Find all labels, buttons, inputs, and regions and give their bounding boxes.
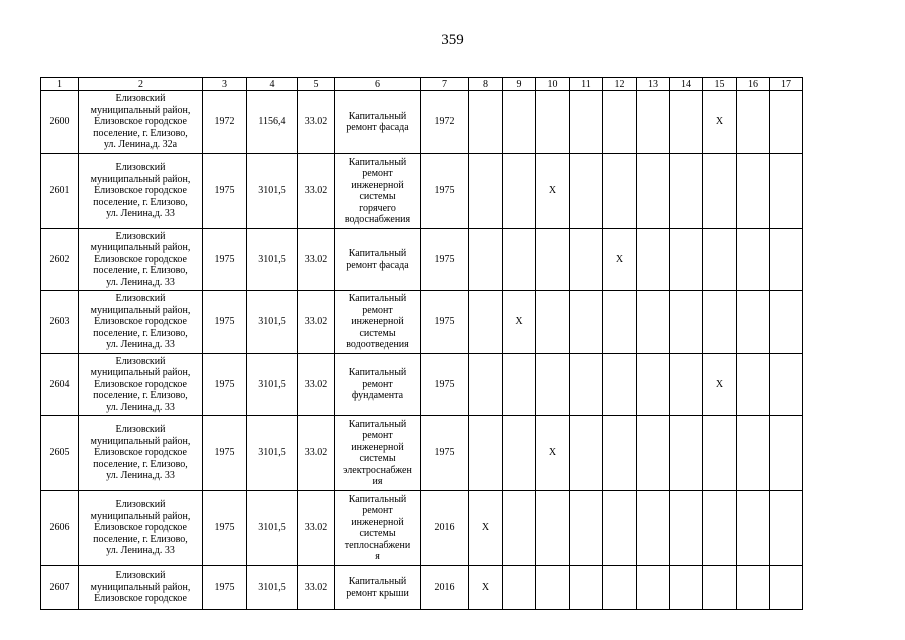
mark-cell-col-9	[503, 91, 536, 154]
mark-cell-col-11	[570, 291, 603, 354]
construction-year-cell: 1975	[203, 154, 247, 229]
address-cell-line: Елизовское городское	[94, 378, 187, 390]
mark-cell-col-15	[703, 566, 737, 610]
address-cell-line: муниципальный район,	[90, 304, 191, 316]
mark-cell-col-9	[503, 416, 536, 491]
mark-cell-col-17	[770, 416, 803, 491]
address-cell-line: поселение, г. Елизово,	[93, 327, 188, 339]
mark-cell-col-8	[469, 291, 503, 354]
address-cell-line: Елизовский	[115, 230, 166, 242]
construction-year-cell: 1975	[203, 354, 247, 416]
address-cell-line: муниципальный район,	[90, 242, 191, 254]
column-number-header: 2	[79, 78, 203, 91]
column-number-header: 11	[570, 78, 603, 91]
mark-cell-col-13	[637, 154, 670, 229]
page-number: 359	[441, 32, 464, 48]
mark-cell-col-12	[603, 566, 637, 610]
work-type-cell-line: системы	[359, 453, 396, 464]
work-type-cell-line: фундамента	[351, 390, 404, 402]
planned-year-cell: 2016	[421, 491, 469, 566]
mark-cell-col-16	[737, 354, 770, 416]
work-type-cell	[335, 229, 421, 291]
area-cell: 1156,4	[247, 91, 298, 154]
address-cell-line: Елизовское городское	[94, 593, 187, 605]
address-cell-line: Елизовское городское	[94, 447, 187, 459]
row-number-cell: 2605	[41, 416, 79, 491]
work-type-cell-line: ремонт крыши	[346, 587, 409, 599]
construction-year-cell: 1972	[203, 91, 247, 154]
address-cell	[79, 229, 203, 291]
work-type-cell-line: Капитальный	[348, 493, 407, 505]
address-cell-line: ул. Ленина,д. 32а	[103, 139, 178, 151]
mark-cell-col-15	[703, 154, 737, 229]
mark-cell-col-14	[670, 154, 703, 229]
work-type-cell	[335, 91, 421, 154]
mark-cell-col-11	[570, 229, 603, 291]
work-type-cell-line: Капитальный	[348, 576, 407, 587]
mark-cell-col-12	[603, 491, 637, 566]
address-cell-line: Елизовский	[115, 93, 166, 105]
mark-cell-col-9	[503, 491, 536, 566]
work-type-cell-line: Капитальный	[348, 156, 407, 168]
address-cell	[79, 154, 203, 229]
planned-year-cell: 1975	[421, 354, 469, 416]
address-cell-line: Елизовское городское	[94, 253, 187, 265]
area-cell: 3101,5	[247, 566, 298, 610]
mark-cell-col-11	[570, 354, 603, 416]
work-type-cell-line: Капитальный	[348, 418, 407, 430]
address-cell	[79, 566, 203, 610]
address-cell	[79, 91, 203, 154]
code-cell: 33.02	[298, 91, 335, 154]
mark-cell-col-15: X	[703, 354, 737, 416]
mark-cell-col-14	[670, 491, 703, 566]
address-cell-line: Елизовский	[115, 162, 166, 174]
work-type-cell-line: ремонт	[362, 168, 393, 179]
construction-year-cell: 1975	[203, 416, 247, 491]
work-type-cell	[335, 354, 421, 416]
column-number-header: 8	[469, 78, 503, 91]
mark-cell-col-11	[570, 491, 603, 566]
construction-year-cell: 1975	[203, 491, 247, 566]
mark-cell-col-10	[536, 229, 570, 291]
work-type-cell-line: системы	[359, 327, 396, 339]
area-cell: 3101,5	[247, 354, 298, 416]
work-type-cell-line: водоснабжения	[344, 214, 411, 225]
mark-cell-col-12	[603, 354, 637, 416]
mark-cell-col-17	[770, 91, 803, 154]
column-number-header: 5	[298, 78, 335, 91]
column-number-header: 15	[703, 78, 737, 91]
work-type-cell-line: ремонт	[362, 505, 393, 516]
table-row	[41, 291, 803, 354]
address-cell-line: ул. Ленина,д. 33	[106, 276, 175, 288]
mark-cell-col-14	[670, 291, 703, 354]
code-cell: 33.02	[298, 154, 335, 229]
row-number-cell: 2603	[41, 291, 79, 354]
mark-cell-col-10	[536, 291, 570, 354]
work-type-cell-line: ремонт	[362, 430, 393, 441]
planned-year-cell: 1972	[421, 91, 469, 154]
mark-cell-col-16	[737, 566, 770, 610]
table-row	[41, 491, 803, 566]
construction-year-cell: 1975	[203, 291, 247, 354]
column-number-header: 3	[203, 78, 247, 91]
mark-cell-col-13	[637, 91, 670, 154]
work-type-cell-line: инженерной	[351, 516, 404, 528]
code-cell: 33.02	[298, 491, 335, 566]
area-cell: 3101,5	[247, 491, 298, 566]
row-number-cell: 2601	[41, 154, 79, 229]
mark-cell-col-15	[703, 229, 737, 291]
mark-cell-col-10: X	[536, 154, 570, 229]
address-cell-line: муниципальный район,	[90, 367, 191, 379]
work-type-cell-line: водоотведения	[346, 339, 409, 351]
work-type-cell-line: Капитальный	[348, 110, 407, 122]
row-number-cell: 2606	[41, 491, 79, 566]
mark-cell-col-10	[536, 491, 570, 566]
mark-cell-col-15	[703, 416, 737, 491]
planned-year-cell: 1975	[421, 229, 469, 291]
address-cell-line: поселение, г. Елизово,	[93, 533, 188, 545]
area-cell: 3101,5	[247, 154, 298, 229]
mark-cell-col-12	[603, 416, 637, 491]
address-cell-line: поселение, г. Елизово,	[93, 390, 188, 402]
address-cell-line: муниципальный район,	[90, 173, 191, 185]
mark-cell-col-17	[770, 566, 803, 610]
mark-cell-col-16	[737, 154, 770, 229]
code-cell: 33.02	[298, 291, 335, 354]
mark-cell-col-17	[770, 229, 803, 291]
address-cell-line: муниципальный район,	[90, 510, 191, 522]
table-header-row	[41, 78, 803, 91]
area-cell: 3101,5	[247, 416, 298, 491]
address-cell-line: Елизовский	[115, 355, 166, 367]
construction-year-cell: 1975	[203, 566, 247, 610]
work-type-cell-line: теплоснабжени	[344, 539, 411, 551]
mark-cell-col-16	[737, 291, 770, 354]
mark-cell-col-11	[570, 566, 603, 610]
mark-cell-col-10: X	[536, 416, 570, 491]
work-type-cell-line: инженерной	[351, 316, 404, 328]
capital-repair-table	[40, 77, 803, 610]
column-number-header: 13	[637, 78, 670, 91]
address-cell-line: ул. Ленина,д. 33	[106, 470, 175, 482]
mark-cell-col-14	[670, 229, 703, 291]
mark-cell-col-13	[637, 291, 670, 354]
mark-cell-col-13	[637, 354, 670, 416]
area-cell: 3101,5	[247, 291, 298, 354]
work-type-cell-line: Капитальный	[348, 293, 407, 305]
address-cell-line: Елизовский	[115, 293, 166, 305]
address-cell-line: Елизовское городское	[94, 185, 187, 197]
table-row	[41, 416, 803, 491]
address-cell-line: Елизовское городское	[94, 316, 187, 328]
work-type-cell	[335, 491, 421, 566]
mark-cell-col-13	[637, 566, 670, 610]
work-type-cell-line: электроснабжен	[343, 464, 412, 476]
column-number-header: 9	[503, 78, 536, 91]
work-type-cell-line: системы	[359, 528, 396, 539]
work-type-cell-line: Капитальный	[348, 367, 407, 379]
construction-year-cell: 1975	[203, 229, 247, 291]
address-cell	[79, 291, 203, 354]
address-cell-line: поселение, г. Елизово,	[93, 196, 188, 208]
work-type-cell	[335, 291, 421, 354]
address-cell	[79, 416, 203, 491]
work-type-cell-line: инженерной	[351, 441, 404, 453]
address-cell-line: Елизовский	[115, 424, 166, 436]
work-type-cell	[335, 416, 421, 491]
address-cell-line: поселение, г. Елизово,	[93, 458, 188, 470]
mark-cell-col-17	[770, 354, 803, 416]
work-type-cell-line: я	[375, 551, 380, 562]
mark-cell-col-15: X	[703, 91, 737, 154]
address-cell	[79, 491, 203, 566]
code-cell: 33.02	[298, 229, 335, 291]
work-type-cell-line: Капитальный	[348, 248, 407, 259]
address-cell-line: ул. Ленина,д. 33	[106, 208, 175, 220]
row-number-cell: 2607	[41, 566, 79, 610]
area-cell: 3101,5	[247, 229, 298, 291]
mark-cell-col-10	[536, 566, 570, 610]
mark-cell-col-12	[603, 291, 637, 354]
table-row	[41, 566, 803, 610]
address-cell-line: ул. Ленина,д. 33	[106, 401, 175, 413]
mark-cell-col-8	[469, 91, 503, 154]
work-type-cell-line: ремонт	[362, 304, 393, 316]
work-type-cell-line: системы	[359, 191, 396, 202]
mark-cell-col-8	[469, 154, 503, 229]
mark-cell-col-12: X	[603, 229, 637, 291]
mark-cell-col-17	[770, 154, 803, 229]
row-number-cell: 2600	[41, 91, 79, 154]
planned-year-cell: 1975	[421, 154, 469, 229]
address-cell-line: муниципальный район,	[90, 435, 191, 447]
mark-cell-col-8	[469, 354, 503, 416]
address-cell-line: Елизовское городское	[94, 116, 187, 128]
work-type-cell-line: ремонт фасада	[346, 259, 409, 271]
mark-cell-col-9	[503, 154, 536, 229]
mark-cell-col-12	[603, 154, 637, 229]
address-cell-line: ул. Ленина,д. 33	[106, 339, 175, 351]
column-number-header: 12	[603, 78, 637, 91]
table-row	[41, 154, 803, 229]
row-number-cell: 2602	[41, 229, 79, 291]
column-number-header: 17	[770, 78, 803, 91]
mark-cell-col-8	[469, 416, 503, 491]
mark-cell-col-16	[737, 229, 770, 291]
column-number-header: 1	[41, 78, 79, 91]
work-type-cell-line: ремонт фасада	[346, 122, 409, 133]
mark-cell-col-8: X	[469, 566, 503, 610]
table-row	[41, 354, 803, 416]
address-cell-line: Елизовское городское	[94, 522, 187, 534]
address-cell-line: муниципальный район,	[90, 581, 191, 593]
planned-year-cell: 2016	[421, 566, 469, 610]
mark-cell-col-9: X	[503, 291, 536, 354]
code-cell: 33.02	[298, 566, 335, 610]
work-type-cell-line: ия	[372, 476, 383, 487]
mark-cell-col-16	[737, 491, 770, 566]
mark-cell-col-13	[637, 229, 670, 291]
mark-cell-col-14	[670, 91, 703, 154]
table-row	[41, 229, 803, 291]
column-number-header: 16	[737, 78, 770, 91]
column-number-header: 14	[670, 78, 703, 91]
mark-cell-col-12	[603, 91, 637, 154]
mark-cell-col-14	[670, 566, 703, 610]
mark-cell-col-13	[637, 491, 670, 566]
mark-cell-col-11	[570, 91, 603, 154]
mark-cell-col-14	[670, 416, 703, 491]
mark-cell-col-10	[536, 91, 570, 154]
address-cell-line: ул. Ленина,д. 33	[106, 545, 175, 557]
mark-cell-col-9	[503, 566, 536, 610]
mark-cell-col-11	[570, 416, 603, 491]
work-type-cell-line: инженерной	[351, 179, 404, 191]
mark-cell-col-10	[536, 354, 570, 416]
address-cell-line: поселение, г. Елизово,	[93, 265, 188, 277]
work-type-cell-line: горячего	[359, 202, 396, 214]
code-cell: 33.02	[298, 416, 335, 491]
mark-cell-col-11	[570, 154, 603, 229]
work-type-cell	[335, 566, 421, 610]
mark-cell-col-8: X	[469, 491, 503, 566]
mark-cell-col-17	[770, 491, 803, 566]
table-row	[41, 91, 803, 154]
mark-cell-col-15	[703, 291, 737, 354]
row-number-cell: 2604	[41, 354, 79, 416]
column-number-header: 7	[421, 78, 469, 91]
mark-cell-col-16	[737, 91, 770, 154]
address-cell-line: Елизовский	[115, 499, 166, 511]
planned-year-cell: 1975	[421, 416, 469, 491]
mark-cell-col-9	[503, 229, 536, 291]
address-cell-line: Елизовский	[115, 570, 166, 582]
column-number-header: 4	[247, 78, 298, 91]
mark-cell-col-16	[737, 416, 770, 491]
mark-cell-col-9	[503, 354, 536, 416]
column-number-header: 6	[335, 78, 421, 91]
mark-cell-col-17	[770, 291, 803, 354]
mark-cell-col-13	[637, 416, 670, 491]
code-cell: 33.02	[298, 354, 335, 416]
address-cell-line: муниципальный район,	[90, 104, 191, 116]
planned-year-cell: 1975	[421, 291, 469, 354]
address-cell-line: поселение, г. Елизово,	[93, 127, 188, 139]
work-type-cell	[335, 154, 421, 229]
mark-cell-col-14	[670, 354, 703, 416]
mark-cell-col-15	[703, 491, 737, 566]
address-cell	[79, 354, 203, 416]
column-number-header: 10	[536, 78, 570, 91]
mark-cell-col-8	[469, 229, 503, 291]
work-type-cell-line: ремонт	[362, 378, 393, 390]
